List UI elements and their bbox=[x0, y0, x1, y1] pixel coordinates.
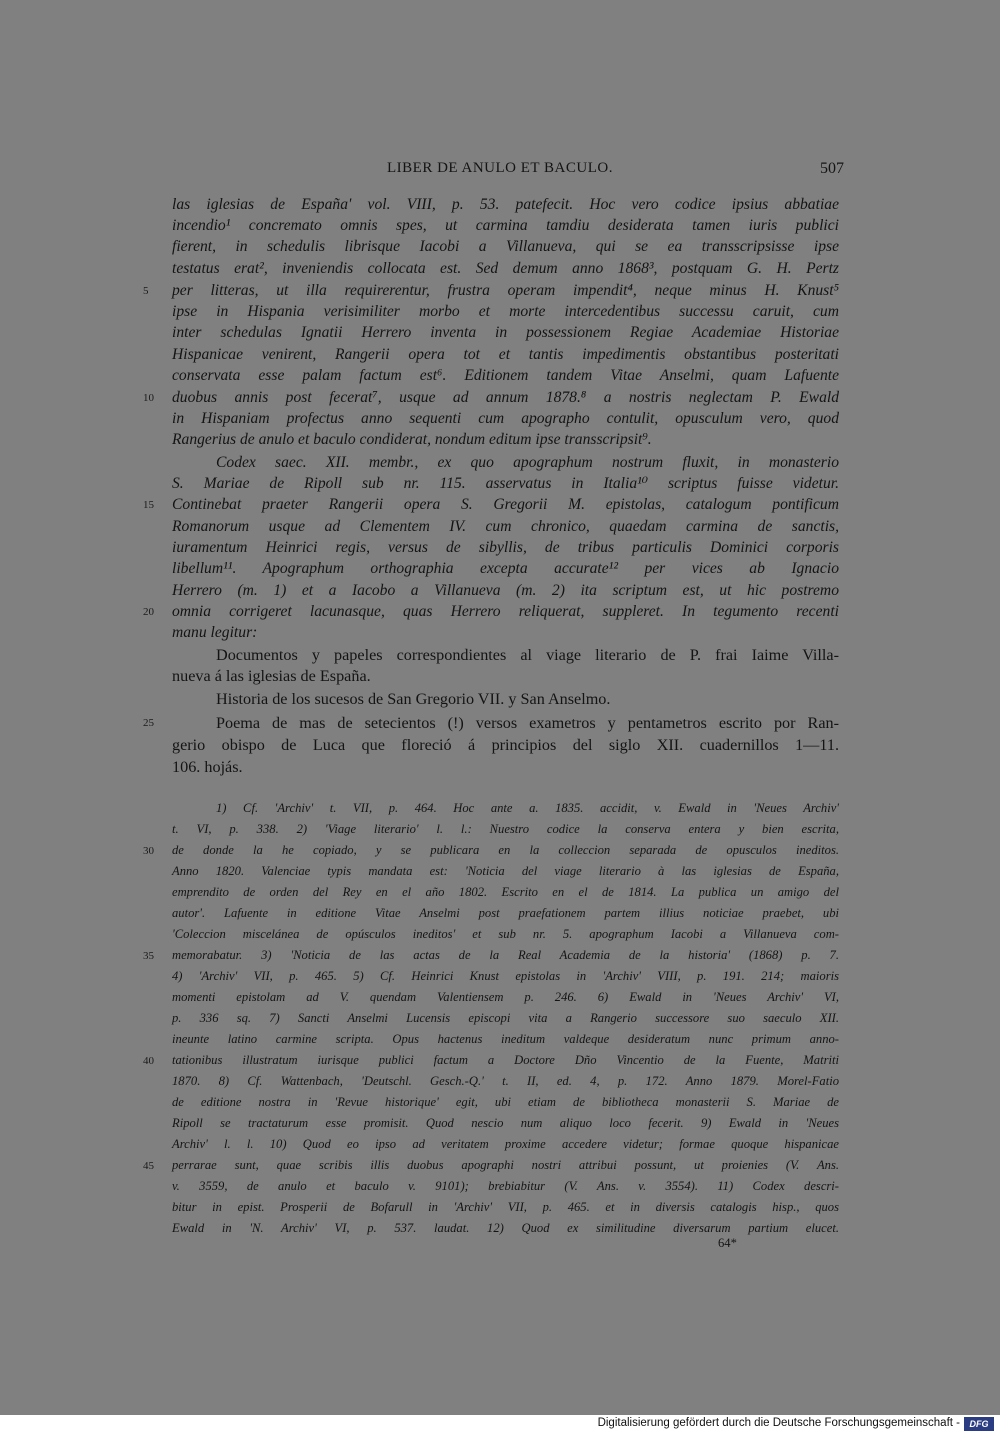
footnote-line: momenti epistolam ad V. quendam Valentiensem p. 246. 6) Ewald in 'Neues Archiv' VI, bbox=[172, 990, 839, 1004]
digitization-footer bbox=[0, 1415, 1000, 1434]
line-number: 10 bbox=[143, 392, 154, 404]
footnote-line: memorabatur. 3) 'Noticia de las actas de la Real Academia de la historia' (1868) p. 7. bbox=[172, 948, 839, 962]
footnote-line: 1) Cf. 'Archiv' t. VII, p. 464. Hoc ante a. 1835. accidit, v. Ewald in 'Neues Archiv' bbox=[216, 801, 839, 815]
quote-line: Historia de los sucesos de San Gregorio VII. y San Anselmo. bbox=[216, 690, 611, 708]
footnote-line: Ewald in 'N. Archiv' VI, p. 537. laudat. 12) Quod ex similitudine diversarum partium elucet. bbox=[172, 1221, 839, 1235]
text-line: incendio¹ concremato omnis spes, ut carmina tamdiu desiderata tamen iuris publici bbox=[172, 217, 839, 234]
text-line: S. Mariae de Ripoll sub nr. 115. asservatus in Italia¹⁰ scriptus fuisse videtur. bbox=[172, 475, 839, 492]
text-line: omnia corrigeret lacunasque, quas Herrero reliquerat, suppleret. In tegumento recenti bbox=[172, 603, 839, 620]
text-line: Codex saec. XII. membr., ex quo apographum nostrum fluxit, in monasterio bbox=[216, 454, 839, 471]
page-number: 507 bbox=[820, 160, 844, 177]
footnote-line: emprendito de orden del Rey en el año 1802. Escrito en el de 1814. La publica un amigo del bbox=[172, 885, 839, 899]
text-line: per litteras, ut illa requirerentur, frustra operam impendit⁴, neque minus H. Knust⁵ bbox=[172, 282, 839, 299]
text-line: testatus erat², inveniendis collocata est. Sed demum anno 1868³, postquam G. H. Pertz bbox=[172, 260, 839, 277]
footnote-line: 'Coleccion miscelánea de opúsculos ineditos' et sub nr. 5. apographum Iacobi a Villanueva com- bbox=[172, 927, 839, 941]
footnote-line: perrarae sunt, quae scribis illis duobus apographi nostri attribui possunt, ut proienies (V. Ans. bbox=[172, 1158, 839, 1172]
footnote-line: de donde la he copiado, y se publicara en la colleccion separada de opusculos ineditos. bbox=[172, 843, 839, 857]
footnote-line: t. VI, p. 338. 2) 'Viage literario' l. l.: Nuestro codice la conserva entera y bien escrita, bbox=[172, 822, 839, 836]
footnote-line: Ripoll se tractaturum esse promisit. Quod nescio num aliquo loco fecerit. 9) Ewald in 'Neues bbox=[172, 1116, 839, 1130]
running-title: LIBER DE ANULO ET BACULO. bbox=[387, 160, 613, 176]
line-number: 15 bbox=[143, 499, 154, 511]
line-number: 40 bbox=[143, 1055, 154, 1067]
text-line: inter schedulas Ignatii Herrero inventa in possessionem Regiae Academiae Historiae bbox=[172, 324, 839, 341]
signature-mark: 64* bbox=[718, 1236, 737, 1250]
text-line: Hispanicae venirent, Rangerii opera tot et tantis impedimentis obstantibus posteritati bbox=[172, 346, 839, 363]
dfg-logo[interactable]: DFG bbox=[964, 1417, 994, 1431]
page-header bbox=[172, 160, 844, 184]
funding-note: Digitalisierung gefördert durch die Deutsche Forschungsgemeinschaft - bbox=[597, 1417, 960, 1429]
text-line: Continebat praeter Rangerii opera S. Gregorii M. epistolas, catalogum pontificum bbox=[172, 496, 839, 513]
footnote-line: v. 3559, de anulo et baculo v. 9101); brebiabitur (V. Ans. v. 3554). 11) Codex descri- bbox=[172, 1179, 839, 1193]
text-line: Rangerius de anulo et baculo condiderat, nondum editum ipse transscripsit⁹. bbox=[172, 431, 652, 448]
footnote-line: bitur in epist. Prosperii de Bofarull in 'Archiv' VII, p. 465. et in diversis catalogis hisp., quos bbox=[172, 1200, 839, 1214]
footnote-line: Anno 1820. Valenciae typis mandata est: 'Noticia del viage literario à las iglesias de España, bbox=[172, 864, 839, 878]
footnote-line: ineunte latino carmine scripta. Opus hactenus ineditum valdeque desideratum nunc primum anno- bbox=[172, 1032, 839, 1046]
text-line: libellum¹¹. Apographum orthographia excepta accurate¹² per vices ab Ignacio bbox=[172, 560, 839, 577]
footnote-line: 1870. 8) Cf. Wattenbach, 'Deutschl. Gesch.-Q.' t. II, ed. 4, p. 172. Anno 1879. Morel-Fatio bbox=[172, 1074, 839, 1088]
quote-line: Poema de mas de setecientos (!) versos exametros y pentametros escrito por Ran- bbox=[216, 714, 839, 732]
quote-line: nueva á las iglesias de España. bbox=[172, 667, 371, 685]
footnote-line: autor'. Lafuente in editione Vitae Anselmi post praefationem partem illius noticiae praebet, ubi bbox=[172, 906, 839, 920]
quote-line: 106. hojás. bbox=[172, 758, 243, 776]
quote-line: Documentos y papeles correspondientes al viage literario de P. frai Iaime Villa- bbox=[216, 646, 839, 664]
text-line: Romanorum usque ad Clementem IV. cum chronico, quaedam carmina de sanctis, bbox=[172, 518, 839, 535]
footnote-line: de editione nostra in 'Revue historique' egit, ubi etiam de bibliotheca monasterii S. Mariae de bbox=[172, 1095, 839, 1109]
text-line: las iglesias de España' vol. VIII, p. 53. patefecit. Hoc vero codice ipsius abbatiae bbox=[172, 196, 839, 213]
line-number: 25 bbox=[143, 717, 154, 729]
footnote-line: 4) 'Archiv' VII, p. 465. 5) Cf. Heinrici Knust epistolas in 'Archiv' VIII, p. 191. 214; maioris bbox=[172, 969, 839, 983]
line-number: 45 bbox=[143, 1160, 154, 1172]
quote-line: gerio obispo de Luca que floreció á principios del siglo XII. cuadernillos 1—11. bbox=[172, 736, 839, 754]
text-line: conservata esse palam factum est⁶. Editionem tandem Vitae Anselmi, quam Lafuente bbox=[172, 367, 839, 384]
text-line: fierent, in schedulis librisque Iacobi a Villanueva, qui se ea transscripsisse ipse bbox=[172, 238, 839, 255]
text-line: duobus annis post fecerat⁷, usque ad annum 1878.⁸ a nostris neglectam P. Ewald bbox=[172, 389, 839, 406]
line-number: 30 bbox=[143, 845, 154, 857]
line-number: 35 bbox=[143, 950, 154, 962]
line-number: 5 bbox=[143, 285, 149, 297]
footnote-line: Archiv' l. l. 10) Quod eo ipso ad veritatem proxime accedere videtur; formae quoque hispanicae bbox=[172, 1137, 839, 1151]
line-number: 20 bbox=[143, 606, 154, 618]
footnote-line: p. 336 sq. 7) Sancti Anselmi Lucensis episcopi vita a Rangerio successore suo saeculo XII. bbox=[172, 1011, 839, 1025]
text-line: Herrero (m. 1) et a Iacobo a Villanueva (m. 2) ita scriptum est, ut hic postremo bbox=[172, 582, 839, 599]
text-line: in Hispaniam profectus anno sequenti cum apographo contulit, opusculum vero, quod bbox=[172, 410, 839, 427]
text-line: manu legitur: bbox=[172, 624, 258, 641]
text-line: iuramentum Heinrici regis, versus de sibyllis, de tribus particulis Dominici corporis bbox=[172, 539, 839, 556]
text-line: ipse in Hispania verisimiliter morbo et morte intercedentibus successu caruit, cum bbox=[172, 303, 839, 320]
footnote-line: tationibus illustratum iurisque publici factum a Doctore Dño Vincentio de la Fuente, Matriti bbox=[172, 1053, 839, 1067]
